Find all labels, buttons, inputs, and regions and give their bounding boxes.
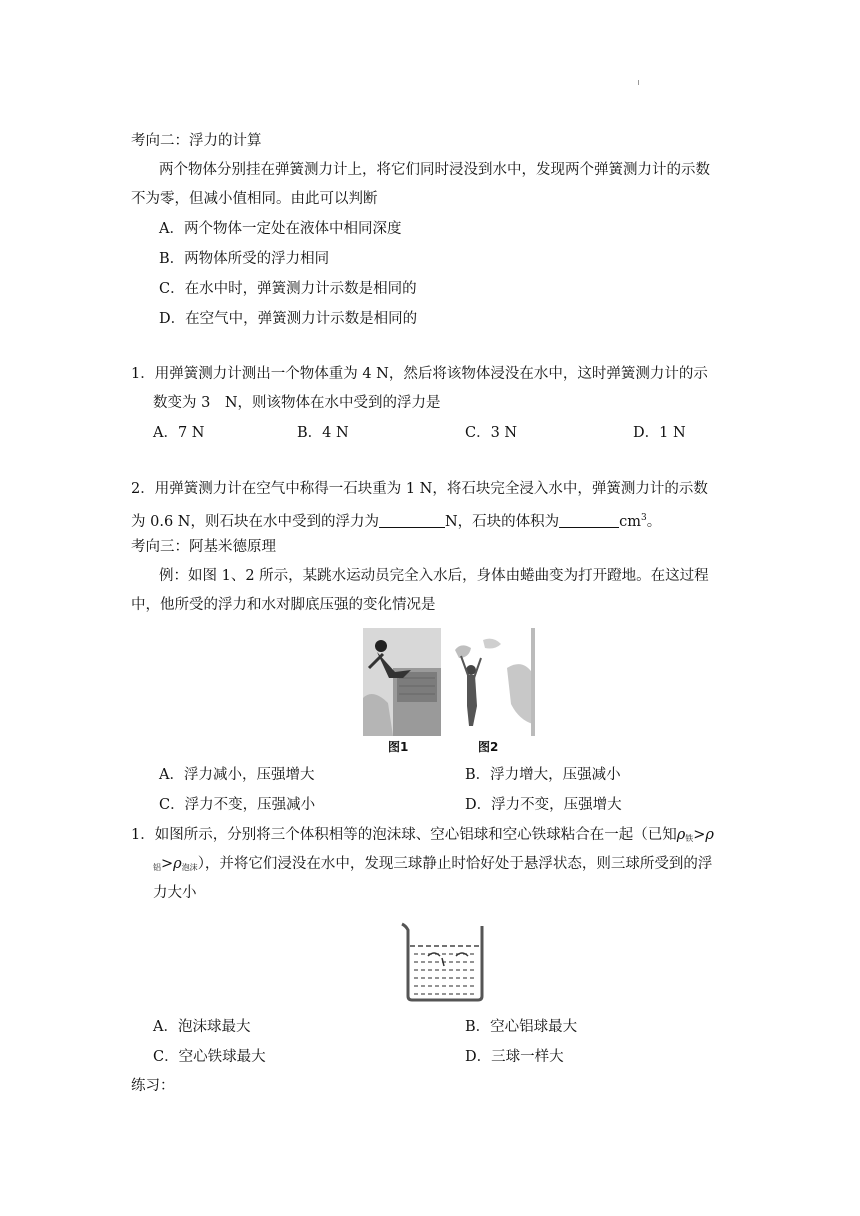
option-b: B．4 N	[297, 425, 349, 441]
option-a: A．7 N	[153, 425, 205, 441]
question-text: 2．用弹簧测力计在空气中称得一石块重为 1 N，将石块完全浸入水中，弹簧测力计的示数	[131, 481, 708, 497]
figure-caption: 图1	[388, 740, 409, 754]
practice-label: 练习：	[131, 1078, 175, 1094]
option-d: D．在空气中，弹簧测力计示数是相同的	[159, 311, 418, 327]
figure-caption: 图2	[478, 740, 499, 754]
beaker-icon	[398, 920, 490, 1004]
option-d: D．1 N	[633, 425, 686, 441]
question-text: 力大小	[153, 885, 197, 901]
question-text: 例：如图 1、2 所示，某跳水运动员完全入水后，身体由蜷曲变为打开蹬地。在这过程	[159, 568, 709, 584]
section-title: 考向三：阿基米德原理	[131, 539, 276, 555]
option-a: A．两个物体一定处在液体中相同深度	[159, 221, 402, 237]
option-a: A．泡沫球最大	[153, 1019, 251, 1035]
option-d: D．三球一样大	[465, 1049, 564, 1065]
answer-blank[interactable]	[559, 513, 619, 528]
option-c: C．空心铁球最大	[153, 1049, 266, 1065]
option-c: C．3 N	[465, 425, 518, 441]
option-a: A．浮力减小，压强增大	[159, 767, 315, 783]
question-text: 两个物体分别挂在弹簧测力计上，将它们同时浸没到水中，发现两个弹簧测力计的示数	[159, 162, 710, 178]
question-text: 1．如图所示，分别将三个体积相等的泡沫球、空心铝球和空心铁球粘合在一起（已知$\rho_铁>\rho$	[131, 827, 714, 843]
question-text: 为 0.6 N，则石块在水中受到的浮力为 N，石块的体积为 $cm^3$。	[131, 513, 662, 530]
option-b: B．浮力增大，压强减小	[465, 767, 621, 783]
option-b: B．两物体所受的浮力相同	[159, 251, 330, 267]
section-title: 考向二：浮力的计算	[131, 133, 262, 149]
question-text: 数变为 3 N，则该物体在水中受到的浮力是	[153, 395, 441, 411]
page-mark	[638, 80, 639, 85]
question-text: $_铝>\rho_{泡沫}$），并将它们浸没在水中，发现三球静止时恰好处于悬浮状态，则三球所受到的浮	[153, 856, 713, 872]
option-c: C．浮力不变，压强减小	[159, 797, 316, 813]
option-d: D．浮力不变，压强增大	[465, 797, 622, 813]
option-b: B．空心铝球最大	[465, 1019, 578, 1035]
option-c: C．在水中时，弹簧测力计示数是相同的	[159, 281, 417, 297]
beaker-figure	[398, 920, 490, 1004]
diver-image	[363, 628, 535, 736]
diver-figure	[363, 628, 535, 736]
question-text: 中，他所受的浮力和水对脚底压强的变化情况是	[131, 597, 436, 613]
question-text: 不为零，但减小值相同。由此可以判断	[131, 191, 378, 207]
question-text: 1．用弹簧测力计测出一个物体重为 4 N，然后将该物体浸没在水中，这时弹簧测力计的示	[131, 366, 708, 382]
answer-blank[interactable]	[379, 513, 445, 528]
